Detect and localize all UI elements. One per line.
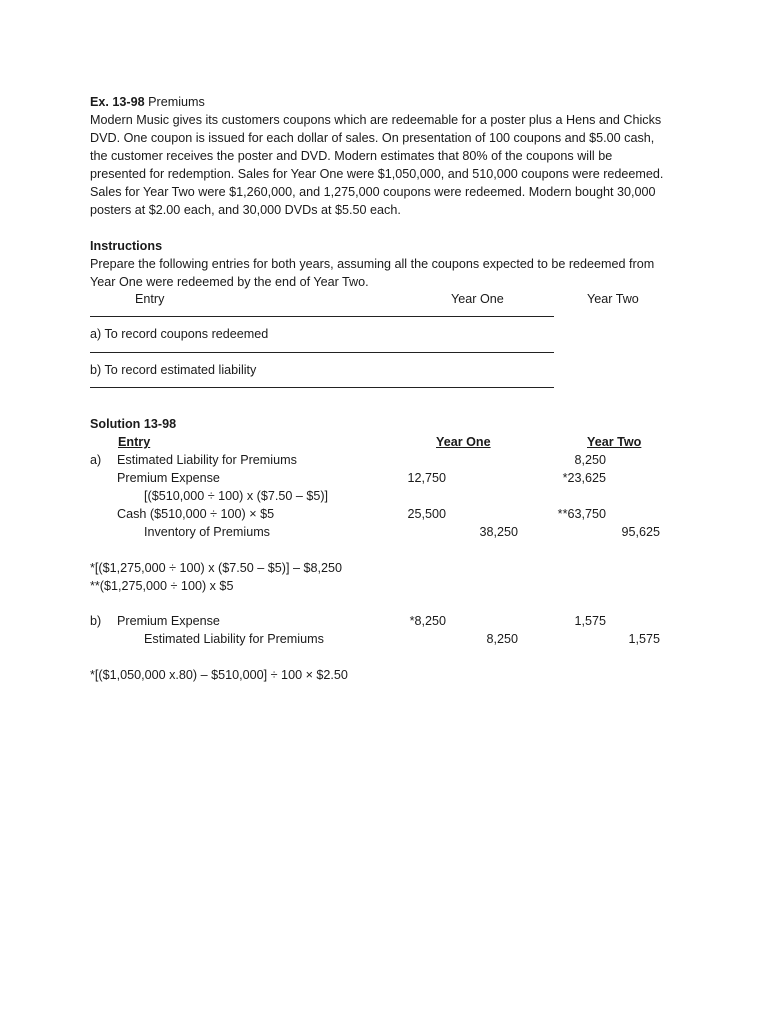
exercise-line: Modern Music gives its customers coupons which are redeemable for a poster plus a Hens and Chicks: [90, 113, 662, 127]
exercise-line: DVD. One coupon is issued for each dollar of sales. On presentation of 100 coupons and $5.00 cash,: [90, 131, 655, 145]
journal-account: Premium Expense: [117, 614, 220, 628]
part-a-label: a): [90, 453, 102, 467]
exercise-line: the customer receives the poster and DVD. Modern estimates that 80% of the coupons will be: [90, 149, 613, 163]
journal-account: Inventory of Premiums: [144, 525, 270, 539]
exercise-block: [90, 93, 690, 219]
year-one-debit: 25,500: [407, 507, 446, 521]
journal-account: Estimated Liability for Premiums: [144, 632, 324, 646]
year-one-credit: 8,250: [486, 632, 518, 646]
instructions-item-a: a) To record coupons redeemed: [90, 327, 269, 341]
journal-account: Estimated Liability for Premiums: [117, 453, 297, 467]
instructions-line: Year One were redeemed by the end of Year Two.: [90, 275, 369, 289]
exercise-title: Premiums: [148, 95, 205, 109]
instructions-header-year-two: Year Two: [587, 292, 639, 306]
journal-account: Cash ($510,000 ÷ 100) × $5: [117, 507, 275, 521]
footnote: *[($1,275,000 ÷ 100) x ($7.50 – $5)] – $8,250: [90, 561, 342, 575]
footnote: *[($1,050,000 x.80) – $510,000] ÷ 100 × $2.50: [90, 668, 348, 682]
instructions-heading: Instructions: [90, 239, 163, 253]
answer-line: [90, 352, 554, 353]
journal-calculation: [($510,000 ÷ 100) x ($7.50 – $5)]: [144, 489, 329, 503]
exercise-line: Sales for Year Two were $1,260,000, and 1,275,000 coupons were redeemed. Modern bought 30,000: [90, 185, 656, 199]
exercise-line: presented for redemption. Sales for Year One were $1,050,000, and 510,000 coupons were redeemed.: [90, 167, 664, 181]
footnote: **($1,275,000 ÷ 100) x $5: [90, 579, 234, 593]
instructions-line: Prepare the following entries for both years, assuming all the coupons expected to be redeemed from: [90, 257, 655, 271]
year-two-debit: **63,750: [557, 507, 606, 521]
solution-header-year-one: Year One: [436, 435, 491, 449]
year-one-credit: 38,250: [479, 525, 518, 539]
journal-account: Premium Expense: [117, 471, 220, 485]
answer-line: [90, 387, 554, 388]
solution-header-year-two: Year Two: [587, 435, 642, 449]
instructions-block: [90, 237, 690, 291]
exercise-label: Ex. 13-98: [90, 95, 145, 109]
instructions-item-b: b) To record estimated liability: [90, 363, 257, 377]
year-two-debit: 1,575: [574, 614, 606, 628]
year-one-debit: *8,250: [409, 614, 446, 628]
year-two-debit: 8,250: [574, 453, 606, 467]
year-two-debit: *23,625: [562, 471, 606, 485]
answer-line: [90, 316, 554, 317]
instructions-header-year-one: Year One: [451, 292, 504, 306]
part-b-label: b): [90, 614, 102, 628]
instructions-header-entry: Entry: [135, 292, 165, 306]
exercise-line: posters at $2.00 each, and 30,000 DVDs at $5.50 each.: [90, 203, 401, 217]
year-two-credit: 1,575: [628, 632, 660, 646]
year-two-credit: 95,625: [621, 525, 660, 539]
solution-header-entry: Entry: [118, 435, 151, 449]
solution-heading: Solution 13-98: [90, 417, 177, 431]
year-one-debit: 12,750: [407, 471, 446, 485]
exercise-heading: [90, 93, 690, 111]
